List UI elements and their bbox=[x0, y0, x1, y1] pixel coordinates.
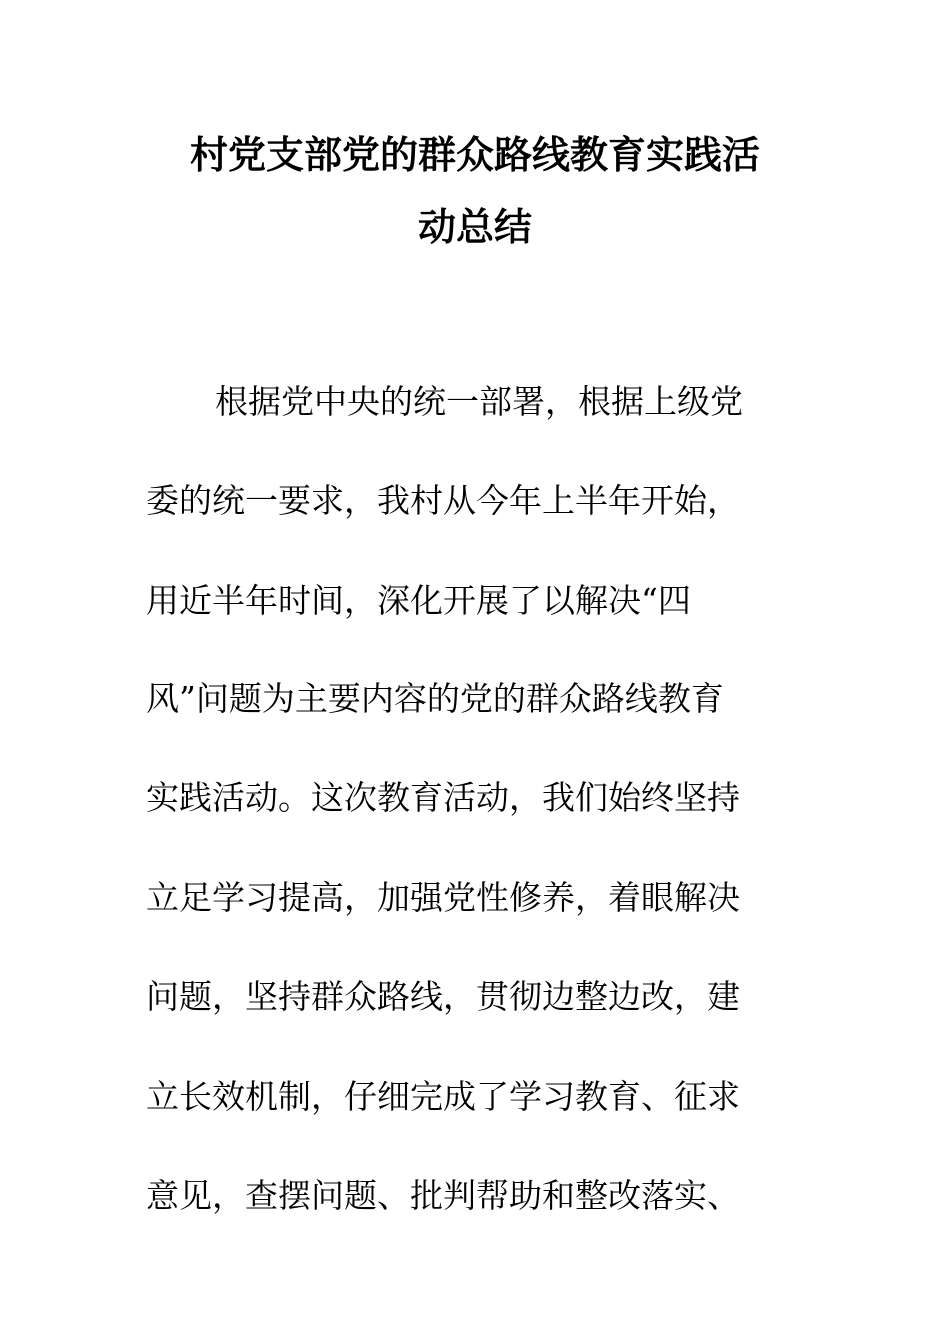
paragraph-line-2: 委的统一要求，我村从今年上半年开始， bbox=[146, 481, 740, 520]
paragraph-line-7: 问题，坚持群众路线，贯彻边整边改，建 bbox=[146, 977, 740, 1016]
paragraph-line-5: 实践活动。这次教育活动，我们始终坚持 bbox=[146, 778, 740, 817]
paragraph-line-6: 立足学习提高，加强党性修养，着眼解决 bbox=[146, 878, 740, 917]
document-title-line-1: 村党支部党的群众路线教育实践活 bbox=[189, 132, 760, 177]
paragraph-line-9: 意见，查摆问题、批判帮助和整改落实、 bbox=[146, 1176, 740, 1215]
paragraph-line-4: 风”问题为主要内容的党的群众路线教育 bbox=[146, 679, 724, 718]
paragraph-line-1: 根据党中央的统一部署，根据上级党 bbox=[215, 382, 743, 421]
paragraph-line-8: 立长效机制，仔细完成了学习教育、征求 bbox=[146, 1077, 740, 1116]
paragraph-line-3: 用近半年时间，深化开展了以解决“四 bbox=[146, 581, 691, 620]
document-title-line-2: 动总结 bbox=[417, 204, 532, 249]
